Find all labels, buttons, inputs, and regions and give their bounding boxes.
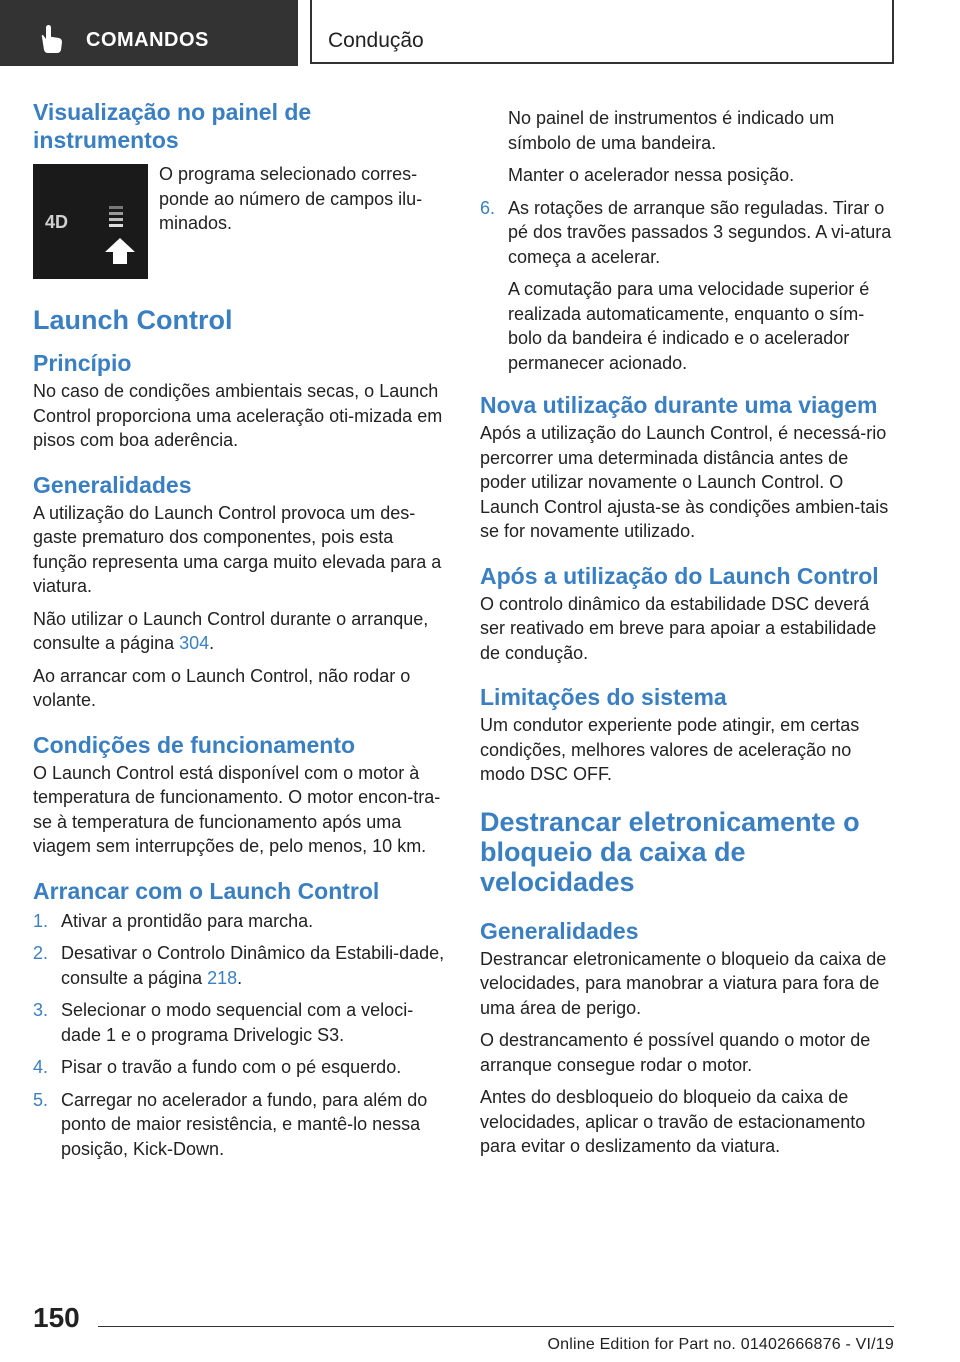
visual-text: O programa selecionado corres-ponde ao número de campos ilu-minados. (159, 164, 423, 233)
step-text: Desativar o Controlo Dinâmico da Estabili-dade, consulte a página (61, 943, 445, 988)
step-number: 3. (33, 1000, 49, 1020)
list-item (33, 998, 448, 1047)
drivelogic-4d-icon (33, 164, 148, 279)
nova-text: Após a utilização do Launch Control, é necessá-rio percorrer uma determinada distância antes de poder utilizar novamente o Launch Control. O Launch Control ajusta-se às condições ambien-tais se for novamente utilizado. (480, 423, 889, 541)
step-text-end: . (237, 967, 243, 988)
heading-visualizacao: Visualização no painel de instrumentos (33, 99, 312, 153)
page-header (0, 0, 960, 66)
heading-arrancar: Arrancar com o Launch Control (33, 877, 380, 904)
heading-launch-control: Launch Control (33, 305, 233, 335)
destrancar-p1: Destrancar eletronicamente o bloqueio da caixa de velocidades, para manobrar a viatura para fora de uma área de perigo. (480, 948, 887, 1018)
step5-continuation-p1: No painel de instrumentos é indicado um símbolo de uma bandeira. (508, 108, 835, 153)
edition-footer: Online Edition for Part no. 01402666876 - VI/19 (547, 1336, 894, 1353)
right-column (480, 106, 895, 1167)
step5-continuation-p2: Manter o acelerador nessa posição. (508, 165, 795, 185)
page-link-304[interactable]: 304 (179, 633, 210, 653)
footer-divider (98, 1326, 894, 1327)
destrancar-p2: O destrancamento é possível quando o motor de arranque consegue rodar o motor. (480, 1030, 871, 1075)
pointing-hand-icon (38, 25, 64, 53)
destrancar-p3: Antes do desbloqueio do bloqueio da caixa de velocidades, aplicar o travão de estacionamento para evitar o deslizamento da viatura. (480, 1087, 866, 1156)
list-item (33, 941, 448, 990)
step-text: Ativar a prontidão para marcha. (61, 910, 314, 931)
launch-steps-list (33, 909, 448, 1162)
generalidades-p2 (33, 607, 448, 656)
generalidades-p2-end: . (209, 633, 215, 653)
principio-text: No caso de condições ambientais secas, o Launch Control proporciona uma aceleração oti-mizada em pisos com boa aderência. (33, 381, 443, 450)
list-item (480, 196, 895, 270)
step-text: Selecionar o modo sequencial com a veloci-dade 1 e o programa Drivelogic S3. (61, 1000, 414, 1045)
step-text: Pisar o travão a fundo com o pé esquerdo. (61, 1057, 402, 1077)
figure-gear-text: 4D (45, 212, 69, 232)
list-item (33, 909, 448, 934)
drive-mode-display-image (33, 164, 148, 279)
section-tab[interactable] (0, 0, 298, 66)
heading-destrancar: Destrancar eletronicamente o bloqueio da caixa de velocidades (480, 806, 860, 897)
limitacoes-text: Um condutor experiente pode atingir, em certas condições, melhores valores de aceleração no modo DSC OFF. (480, 715, 860, 784)
page-link-218[interactable]: 218 (207, 967, 238, 988)
step-number: 4. (33, 1057, 49, 1077)
launch-steps-list-continued (480, 196, 895, 270)
heading-generalidades-2: Generalidades (480, 917, 639, 944)
list-item (33, 1055, 448, 1080)
heading-condicoes: Condições de funcionamento (33, 731, 356, 758)
heading-nova-utilizacao: Nova utilização durante uma viagem (480, 392, 878, 418)
heading-limitacoes: Limitações do sistema (480, 684, 727, 710)
condicoes-text: O Launch Control está disponível com o motor à temperatura de funcionamento. O motor encon-tra-se à temperatura de funcionamento após uma viagem sem interrupções de, pelo menos, 10 km. (33, 762, 441, 856)
step-text: As rotações de arranque são reguladas. Tirar o pé dos travões passados 3 segundos. A vi-atura começa a acelerar. (508, 197, 892, 267)
list-item (33, 1088, 448, 1162)
step-number: 5. (33, 1089, 49, 1110)
step-number: 6. (480, 197, 496, 218)
left-column (33, 98, 448, 1169)
step-number: 1. (33, 910, 49, 931)
heading-principio: Princípio (33, 350, 132, 376)
heading-apos-utilizacao: Após a utilização do Launch Control (480, 562, 879, 589)
step6-p2: A comutação para uma velocidade superior é realizada automaticamente, enquanto o sím-bolo da bandeira é indicado e o acelerador permanecer acionado. (508, 279, 870, 373)
section-tab-label: COMANDOS (86, 29, 209, 51)
chapter-tab-label: Condução (328, 29, 424, 52)
apos-text: O controlo dinâmico da estabilidade DSC deverá ser reativado em breve para apoiar a estabilidade de condução. (480, 593, 877, 663)
step-text: Carregar no acelerador a fundo, para além do ponto de maior resistência, e mantê-lo nessa posição, Kick-Down. (61, 1089, 428, 1159)
chapter-tab[interactable] (310, 0, 894, 64)
generalidades-p1: A utilização do Launch Control provoca um des-gaste prematuro dos componentes, pois esta função representa uma carga muito elevada para a viatura. (33, 502, 442, 596)
instrument-display-figure (33, 162, 448, 279)
heading-generalidades: Generalidades (33, 471, 192, 498)
step-number: 2. (33, 943, 49, 963)
generalidades-p2-text: Não utilizar o Launch Control durante o arranque, consulte a página (33, 608, 429, 653)
generalidades-p3: Ao arrancar com o Launch Control, não rodar o volante. (33, 665, 411, 710)
page-number: 150 (33, 1302, 80, 1333)
